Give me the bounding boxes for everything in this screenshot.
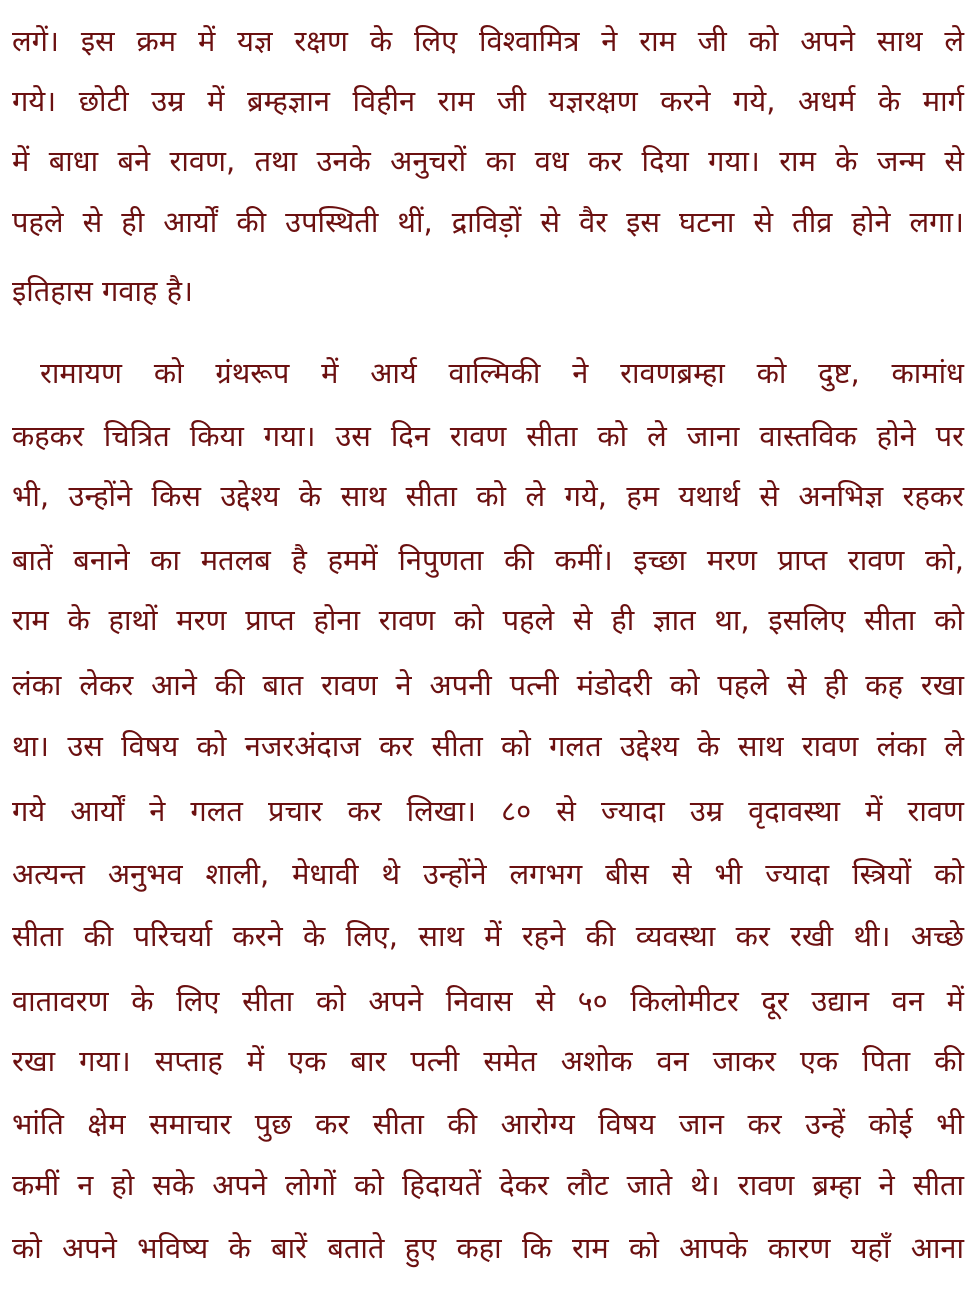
paragraph-2-line: कमीं न हो सके अपने लोगों को हिदायतें देकर लौट जाते थे। रावण ब्रम्हा ने सीता <box>12 1168 964 1202</box>
paragraph-2-line: गये आर्यों ने गलत प्रचार कर लिखा। ८० से ज्यादा उम्र वृदावस्था में रावण <box>12 794 964 828</box>
paragraph-1-line: में बाधा बने रावण, तथा उनके अनुचरों का वध कर दिया गया। राम के जन्म से <box>12 144 964 178</box>
paragraph-2-line: को अपने भविष्य के बारें बताते हुए कहा कि राम को आपके कारण यहाँ आना <box>12 1231 964 1265</box>
paragraph-2-line: राम के हाथों मरण प्राप्त होना रावण को पहले से ही ज्ञात था, इसलिए सीता को <box>12 603 964 637</box>
paragraph-2-line: अत्यन्त अनुभव शाली, मेधावी थे उन्होंने लगभग बीस से भी ज्यादा स्त्रियों को <box>12 857 964 891</box>
paragraph-2-line: रामायण को ग्रंथरूप में आर्य वाल्मिकी ने रावणब्रम्हा को दुष्ट, कामांध <box>40 356 964 390</box>
paragraph-2-line: भी, उन्होंने किस उद्देश्य के साथ सीता को ले गये, हम यथार्थ से अनभिज्ञ रहकर <box>12 479 964 513</box>
paragraph-2-line: लंका लेकर आने की बात रावण ने अपनी पत्नी मंडोदरी को पहले से ही कह रखा <box>12 668 964 702</box>
paragraph-2-line: था। उस विषय को नजरअंदाज कर सीता को गलत उद्देश्य के साथ रावण लंका ले <box>12 729 964 763</box>
paragraph-2-line: भांति क्षेम समाचार पुछ कर सीता की आरोग्य विषय जान कर उन्हें कोई भी <box>12 1107 964 1141</box>
paragraph-2-line: वातावरण के लिए सीता को अपने निवास से ५० किलोमीटर दूर उद्यान वन में <box>12 984 964 1018</box>
paragraph-2-line: कहकर चित्रित किया गया। उस दिन रावण सीता को ले जाना वास्तविक होने पर <box>12 419 964 453</box>
paragraph-1-line: लगें। इस क्रम में यज्ञ रक्षण के लिए विश्वामित्र ने राम जी को अपने साथ ले <box>12 24 964 58</box>
paragraph-2-line: रखा गया। सप्ताह में एक बार पत्नी समेत अशोक वन जाकर एक पिता की <box>12 1044 964 1078</box>
paragraph-1-line: गये। छोटी उम्र में ब्रम्हज्ञान विहीन राम जी यज्ञरक्षण करने गये, अधर्म के मार्ग <box>12 84 964 118</box>
paragraph-1-line: इतिहास गवाह है। <box>12 274 193 308</box>
paragraph-1-line: पहले से ही आर्यों की उपस्थिती थीं, द्राविड़ों से वैर इस घटना से तीव्र होने लगा। <box>12 205 964 239</box>
paragraph-2-line: सीता की परिचर्या करने के लिए, साथ में रहने की व्यवस्था कर रखी थी। अच्छे <box>12 919 964 953</box>
paragraph-2-line: बातें बनाने का मतलब है हममें निपुणता की कमीं। इच्छा मरण प्राप्त रावण को, <box>12 543 964 577</box>
